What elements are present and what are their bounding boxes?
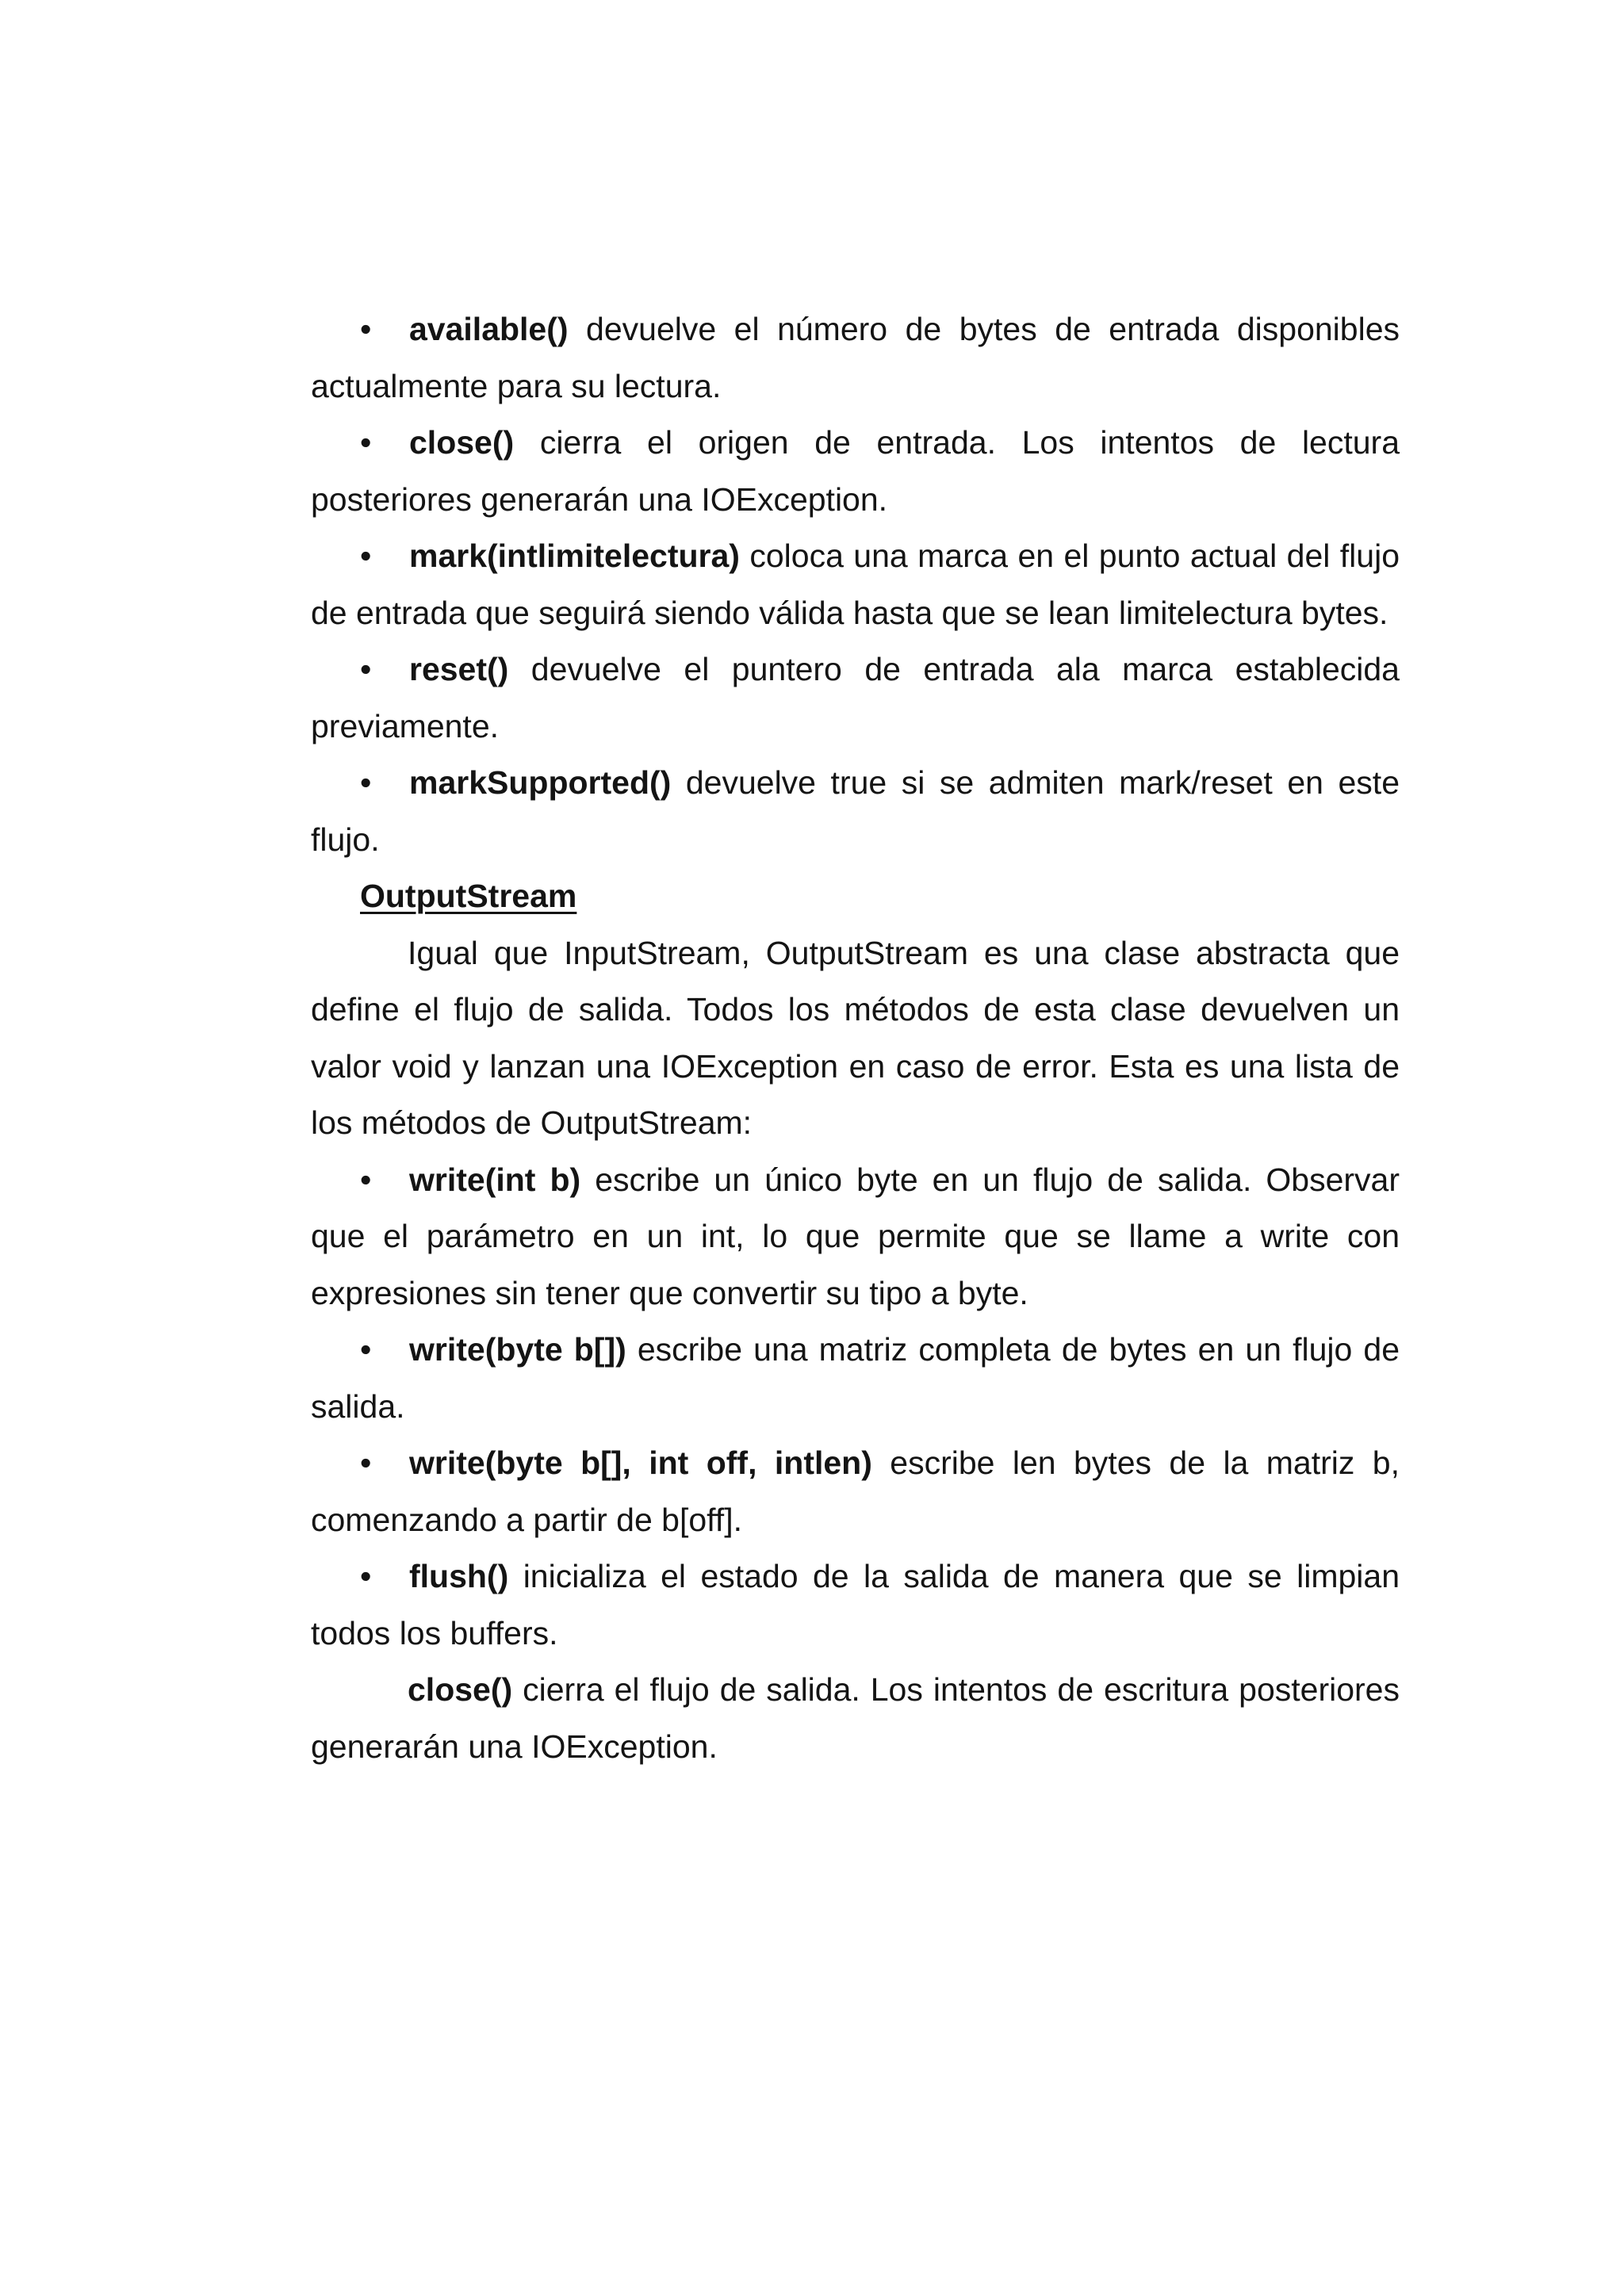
method-name: write(byte b[]) (409, 1331, 626, 1368)
method-description: inicializa el estado de la salida de manera que se limpian todos los buffers. (311, 1558, 1400, 1651)
bullet-icon: • (360, 1445, 372, 1481)
method-item-close-output (311, 1662, 1400, 1775)
method-item-available (311, 301, 1400, 415)
method-description: devuelve el puntero de entrada ala marca establecida previamente. (311, 651, 1400, 744)
method-description: escribe una matriz completa de bytes en un flujo de salida. (311, 1331, 1400, 1425)
section-intro-paragraph: Igual que InputStream, OutputStream es una clase abstracta que define el flujo de salida. Todos los métodos de esta clase devuelven un valor void y lanzan una IOException en caso de error. Esta es una lista de los métodos de OutputStream: (311, 934, 1400, 1141)
method-name: flush() (409, 1558, 509, 1594)
bullet-icon: • (360, 1558, 372, 1594)
document-page (311, 301, 1400, 1775)
method-description: coloca una marca en el punto actual del flujo de entrada que seguirá siendo válida hasta que se lean limitelectura bytes. (311, 538, 1400, 631)
bullet-icon: • (360, 1331, 372, 1368)
method-description: escribe un único byte en un flujo de salida. Observar que el parámetro en un int, lo que permite que se llame a write con expresiones sin tener que convertir su tipo a byte. (311, 1161, 1400, 1311)
method-description: cierra el flujo de salida. Los intentos de escritura posteriores generarán una IOException. (311, 1671, 1400, 1765)
section-heading-outputstream: OutputStream (360, 878, 577, 914)
method-description: cierra el origen de entrada. Los intentos de lectura posteriores generarán una IOException. (311, 424, 1400, 518)
method-name: write(int b) (409, 1161, 581, 1198)
method-item-flush (311, 1548, 1400, 1662)
method-name: markSupported() (409, 764, 672, 801)
method-name: close() (409, 424, 515, 461)
method-item-reset (311, 641, 1400, 755)
method-name: reset() (409, 651, 509, 687)
method-item-write-array (311, 1322, 1400, 1435)
bullet-icon: • (360, 651, 372, 687)
bullet-icon: • (360, 538, 372, 574)
method-name: mark(intlimitelectura) (409, 538, 740, 574)
method-item-marksupported (311, 755, 1400, 868)
bullet-icon: • (360, 424, 372, 461)
bullet-icon: • (360, 311, 372, 347)
method-item-write-int (311, 1152, 1400, 1322)
method-description: devuelve el número de bytes de entrada disponibles actualmente para su lectura. (311, 311, 1400, 404)
method-item-mark (311, 528, 1400, 641)
method-name: close() (408, 1671, 513, 1708)
method-name: available() (409, 311, 569, 347)
method-item-write-offset (311, 1435, 1400, 1548)
bullet-icon: • (360, 764, 372, 801)
bullet-icon: • (360, 1161, 372, 1198)
method-description: escribe len bytes de la matriz b, comenzando a partir de b[off]. (311, 1445, 1400, 1538)
method-name: write(byte b[], int off, intlen) (409, 1445, 872, 1481)
method-item-close (311, 415, 1400, 528)
method-description: devuelve true si se admiten mark/reset en este flujo. (311, 764, 1400, 858)
